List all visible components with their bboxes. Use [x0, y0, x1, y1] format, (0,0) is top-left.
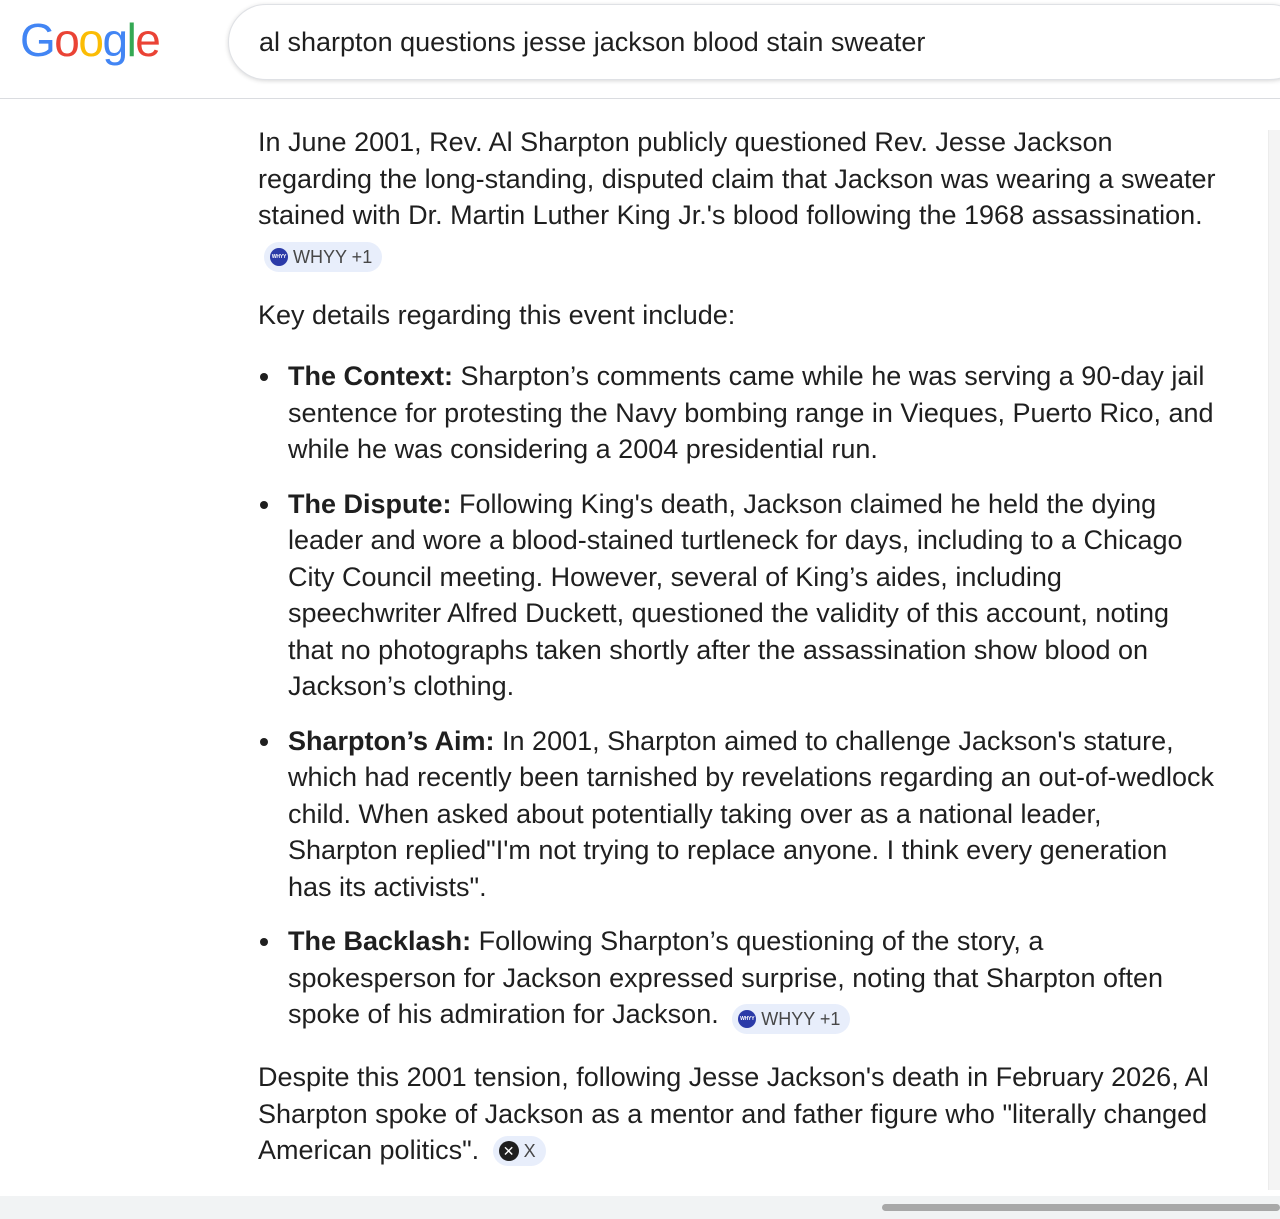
- source-chip-x[interactable]: [493, 1136, 546, 1166]
- bullet-text: Sharpton’s comments came while he was serving a 90-day jail sentence for protesting the Navy bombing range in Vieques, Puerto Rico, and while he was considering a 2004 presidential run.: [288, 361, 1214, 464]
- bullet-text: Following Sharpton’s questioning of the story, a spokesperson for Jackson expressed surprise, noting that Sharpton often spoke of his admiration for Jackson.: [288, 926, 1164, 1029]
- bullet-title: Sharpton’s Aim:: [288, 725, 495, 756]
- top-header: [0, 0, 1280, 99]
- bullet-text: Following King's death, Jackson claimed he held the dying leader and wore a blood-stained turtleneck for days, including to a Chicago City Council meeting. However, several of King’s aides, including speechwriter Alfred Duckett, questioned the validity of this account, noting that no photographs taken shortly after the assassination show blood on Jackson’s clothing.: [288, 488, 1183, 701]
- search-input[interactable]: [259, 5, 1259, 79]
- list-item-dispute: [258, 486, 1218, 705]
- source-chip-label: WHYY +1: [293, 246, 373, 267]
- bullet-title: The Dispute:: [288, 488, 452, 519]
- key-details-heading: Key details regarding this event include:: [258, 299, 736, 330]
- bullet-title: The Backlash:: [288, 926, 472, 956]
- intro-text: In June 2001, Rev. Al Sharpton publicly questioned Rev. Jesse Jackson regarding the long-standing, disputed claim that Jackson was wearing a sweater stained with Dr. Martin Luther King Jr.'s blood following the 1968 assassination.: [258, 127, 1216, 230]
- bullet-icon: [260, 373, 268, 381]
- source-chip-whyy[interactable]: [264, 242, 382, 272]
- google-logo[interactable]: [20, 12, 159, 68]
- logo-letter-o1: o: [54, 14, 79, 66]
- bullet-icon: [260, 738, 268, 746]
- source-chip-label: X: [523, 1141, 536, 1161]
- source-chip-label: WHYY +1: [761, 1009, 841, 1029]
- whyy-logo-icon: WHYY: [270, 248, 288, 266]
- list-item-context: [258, 358, 1218, 468]
- whyy-logo-icon: WHYY: [738, 1010, 756, 1028]
- bullet-icon: [260, 501, 268, 509]
- logo-letter-o2: o: [78, 14, 103, 66]
- bullet-icon: [260, 938, 268, 946]
- logo-letter-g2: g: [102, 14, 127, 66]
- x-logo-icon: ✕: [499, 1141, 519, 1161]
- logo-letter-e: e: [135, 14, 160, 66]
- search-box[interactable]: [228, 4, 1280, 80]
- closing-paragraph: [258, 1059, 1218, 1169]
- horizontal-scrollbar-thumb[interactable]: [882, 1204, 1280, 1211]
- ai-overview: [258, 124, 1218, 1194]
- logo-letter-l: l: [126, 14, 136, 66]
- list-item-aim: [258, 723, 1218, 906]
- list-item-backlash: [258, 923, 1218, 1034]
- bullet-text: In 2001, Sharpton aimed to challenge Jackson's stature, which had recently been tarnished by revelations regarding an out-of-wedlock child. When asked about potentially taking over as a national leader, Sharpton replied"I'm not trying to replace anyone. I think every generation has its activists".: [288, 725, 1215, 902]
- right-scroll-track[interactable]: [1268, 130, 1280, 1190]
- bullet-title: The Context:: [288, 361, 453, 391]
- details-list: [258, 358, 1218, 1034]
- intro-paragraph: [258, 124, 1218, 272]
- logo-letter-g: G: [20, 14, 55, 66]
- closing-text: Despite this 2001 tension, following Jesse Jackson's death in February 2026, Al Sharpton spoke of Jackson as a mentor and father figure who "literally changed American politics".: [258, 1062, 1209, 1165]
- source-chip-whyy[interactable]: [732, 1004, 850, 1034]
